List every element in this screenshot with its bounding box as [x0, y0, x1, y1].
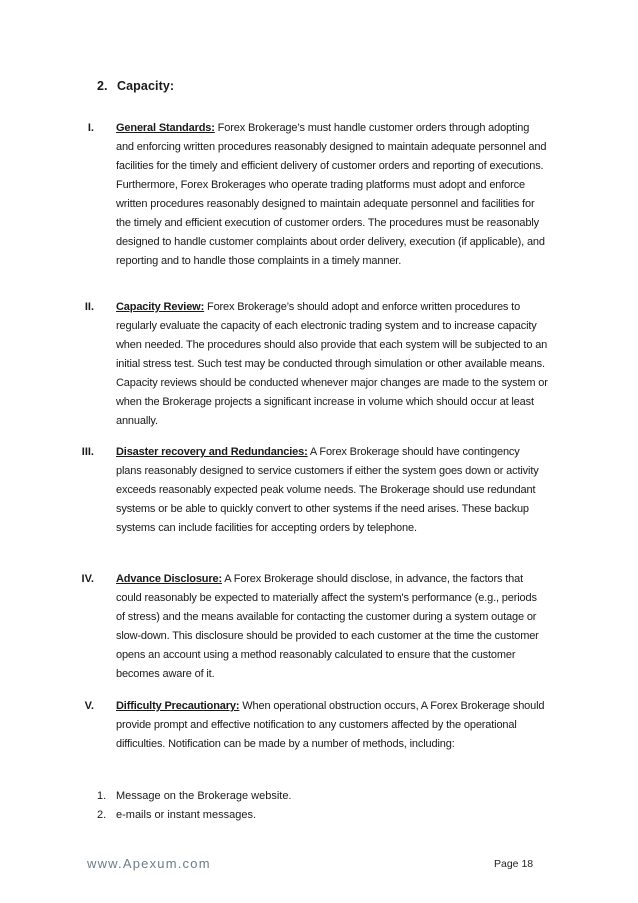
- footer-website: www.Apexum.com: [87, 856, 211, 871]
- item-title: Advance Disclosure:: [116, 573, 222, 585]
- list-item: [97, 787, 292, 806]
- item-numeral: V.: [84, 700, 94, 712]
- item-title: General Standards:: [116, 122, 215, 134]
- item-body: [116, 443, 548, 538]
- item-title: Capacity Review:: [116, 301, 205, 313]
- item-body: [116, 697, 548, 754]
- item-numeral: III.: [81, 446, 94, 458]
- section-heading: [97, 79, 174, 93]
- list-item-number: 1.: [97, 790, 107, 802]
- list-item-text: Message on the Brokerage website.: [116, 790, 292, 802]
- list-item-text: e-mails or instant messages.: [116, 809, 256, 821]
- item-title: Difficulty Precautionary:: [116, 700, 240, 712]
- item-body: [116, 570, 548, 684]
- section-number: 2.: [97, 79, 108, 93]
- footer-page-number: Page 18: [494, 858, 534, 870]
- item-text: Forex Brokerage’s must handle customer orders through adopting and enforcing written procedures reasonably designed to maintain adequate personnel and facilities for the timely and efficient delivery of customer orders and reporting of executions. Furthermore, Forex Brokerages who operate trading platforms must adopt and enforce written procedures reasonably designed to maintain adequate personnel and facilities for the timely and efficient execution of customer orders. The procedures must be reasonably designed to handle customer complaints about order delivery, execution (if applicable), and reporting and to handle those complaints in a timely manner.: [116, 122, 547, 267]
- item-text: When operational obstruction occurs, A Forex Brokerage should provide prompt and effective notification to any customers affected by the operational difficulties. Notification can be made by a number of methods, including:: [116, 700, 545, 750]
- item-text: Forex Brokerage’s should adopt and enforce written procedures to regularly evaluate the capacity of each electronic trading system and to increase capacity when needed. The procedures should also provide that each system will be subjected to an initial stress test. Such test may be conducted through simulation or other available means. Capacity reviews should be conducted whenever major changes are made to the system or when the Brokerage projects a significant increase in volume which should occur at least annually.: [116, 301, 548, 427]
- item-text: A Forex Brokerage should have contingency plans reasonably designed to service customers if either the system goes down or activity exceeds reasonably expected peak volume needs. The Brokerage should use redundant systems or be able to quickly convert to other systems if the need arises. These backup systems can include facilities for accepting orders by telephone.: [116, 446, 539, 534]
- item-numeral: II.: [84, 301, 94, 313]
- item-numeral: I.: [87, 122, 94, 134]
- list-item: [97, 806, 292, 825]
- item-title: Disaster recovery and Redundancies:: [116, 446, 308, 458]
- notification-methods-list: [97, 787, 292, 825]
- item-text: A Forex Brokerage should disclose, in advance, the factors that could reasonably be expected to materially affect the system's performance (e.g., periods of stress) and the means available for contacting the customer during a system outage or slow-down. This disclosure should be provided to each customer at the time the customer opens an account using a method reasonably calculated to ensure that the customer becomes aware of it.: [116, 573, 539, 680]
- item-numeral: IV.: [81, 573, 94, 585]
- section-title: Capacity:: [117, 79, 175, 93]
- item-body: [116, 119, 548, 271]
- item-body: [116, 298, 548, 431]
- list-item-number: 2.: [97, 809, 107, 821]
